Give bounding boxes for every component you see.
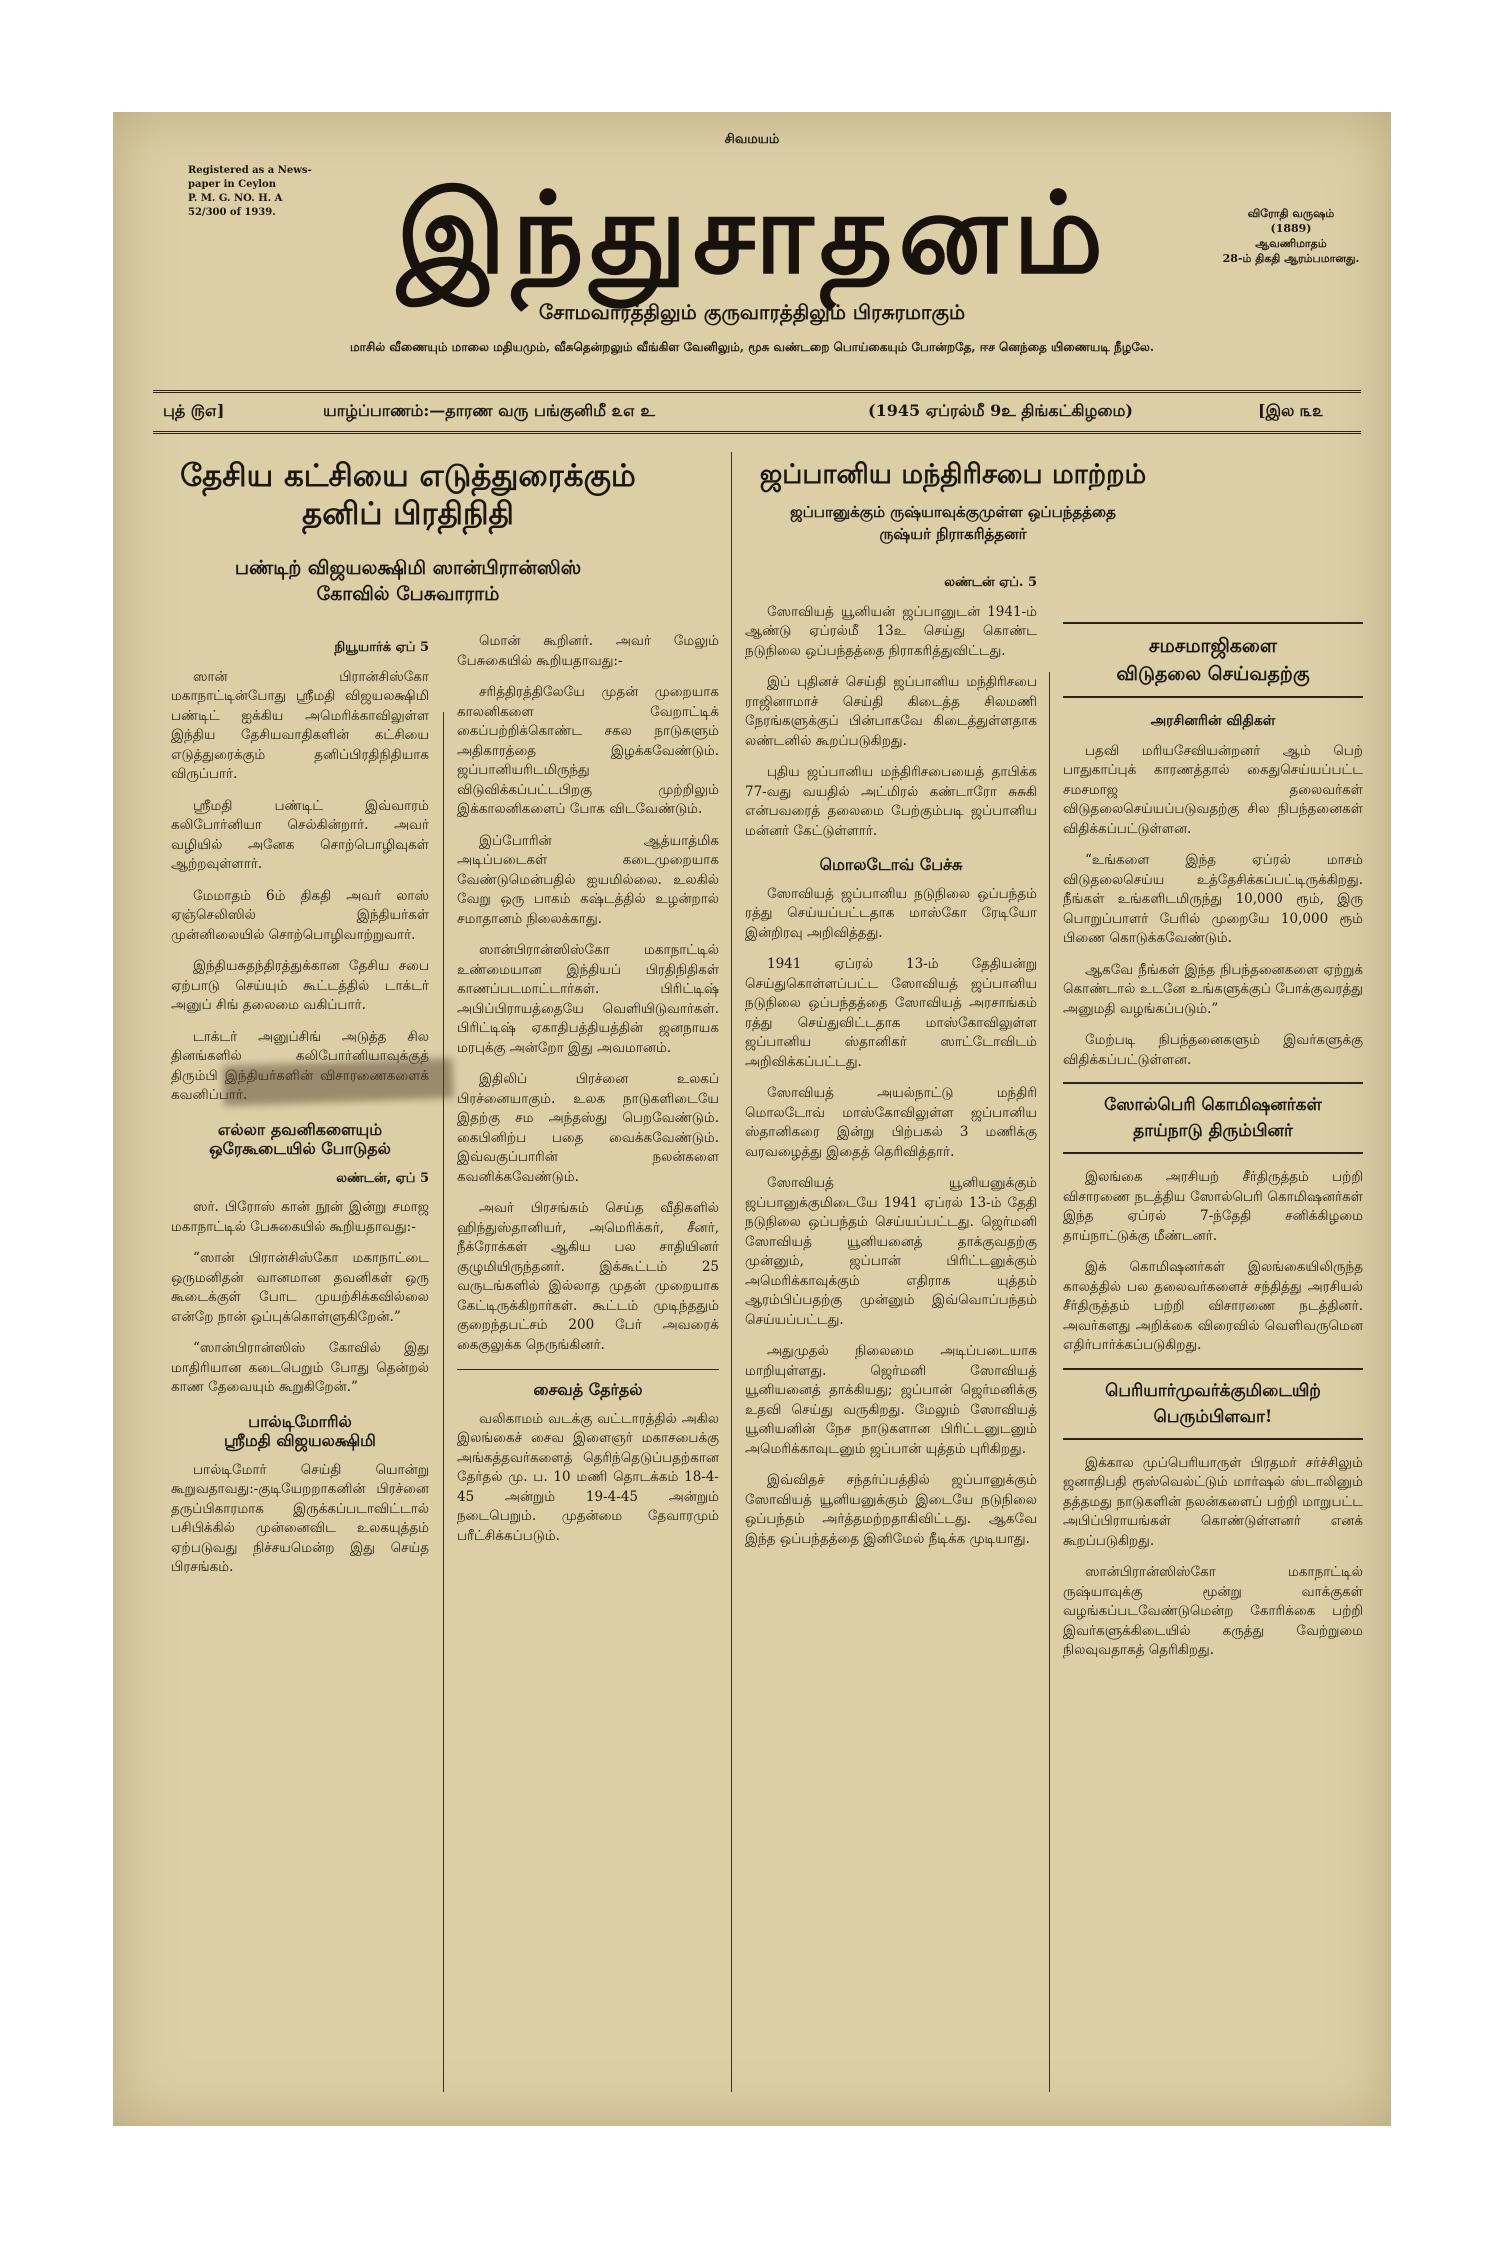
place-date: யாழ்ப்பாணம்:—தாரண வரு பங்குனிமீ ௨௭ உ — [323, 401, 656, 420]
paragraph: “உங்களை இந்த ஏப்ரல் மாசம் விடுதலைசெய்ய உத்தேசிக்கப்பட்டிருக்கிறது. நீங்கள் உங்களிடமிருந்து 10,000 ரூம், இரு பொறுப்பாளர் பேரில் முறையே 10,000 ரூம் பிணை கொடுக்கவேண்டும். — [1063, 852, 1363, 946]
paragraph: வலிகாமம் வடக்கு வட்டாரத்தில் அகில இலங்கைச் சைவ இளைஞர் மகாசபைக்கு அங்கத்தவர்களைத் தெரிந்தெடுப்பதற்கான தேர்தல் மு. ப. 10 மணி தொடக்கம் 18-4-45 அன்றும் 19-4-45 அன்றும் நடைபெறும். முதன்மை தேவாரமும் பரீட்சிக்கப்படும். — [457, 1410, 719, 1544]
paragraph: ஸோவியத் ஜப்பானிய நடுநிலை ஒப்பந்தம் ரத்து செய்யப்பட்டதாக மாஸ்கோ ரேடியோ இன்றிரவு அறிவித்தது. — [745, 885, 1037, 941]
box-headline-samasamaja: சமசமாஜிகளை விடுதலை செய்வதற்கு — [1063, 622, 1363, 698]
paragraph: இப் புதினச் செய்தி ஜப்பானிய மந்திரிசபை ராஜினாமாச் செய்தி கிடைத்த சிலமணி நேரங்களுக்குப் பின்பாகவே கிடைத்துள்ளதாக லண்டனில் கூறப்படுகிறது. — [745, 674, 1037, 749]
box-headline-big-three: பெரியார்முவர்க்குமிடையிற் பெரும்பிளவா! — [1063, 1368, 1363, 1440]
paragraph: டாக்டர் அனுப்சிங் அடுத்த சில தினங்களில் கலிபோர்னியாவுக்குத் திரும்பி இந்தியர்களின் விசாரணைகளைக் கவனிப்பார். — [171, 1028, 429, 1103]
registration-notice: Registered as a News- paper in Ceylon P. M. G. NO. H. A 52/300 of 1939. — [188, 165, 312, 218]
paragraph: இக் கொமிஷனர்கள் இலங்கையிலிருந்த காலத்தில் பல தலைவர்களைச் சந்தித்து அரசியல் சீர்திருத்தம் பற்றி விசாரணை நடத்தினர். அவர்களது அறிக்கை விரைவில் வெளிவருமென எதிர்பார்க்கப்படுகிறது. — [1063, 1259, 1363, 1353]
column-1 — [171, 632, 429, 2092]
dateline-london: லண்டன் ஏப். 5 — [944, 575, 1037, 590]
subheading-molotov: மொலடோவ் பேச்சு — [819, 855, 963, 874]
newspaper-page — [113, 112, 1391, 2126]
column-rule-1 — [443, 712, 444, 2092]
english-date: (1945 ஏப்ரல்மீ 9உ திங்கட்கிழமை) — [868, 401, 1133, 420]
box-headline-soulbury: ஸோல்பெரி கொமிஷனர்கள் தாய்நாடு திரும்பினர் — [1063, 1082, 1363, 1154]
paragraph: புதிய ஜப்பானிய மந்திரிசபையைத் தாபிக்க 77-வது வயதில் அட்மிரல் கண்டாரோ சுசுகி என்பவரைத் தலைமை பேற்கும்படி ஜப்பானிய மன்னர் கேட்டுள்ளார். — [745, 764, 1037, 839]
issue-number: [இல ௩௨ — [1258, 401, 1324, 420]
paragraph: இந்தியசுதந்திரத்துக்கான தேசிய சபை ஏற்பாடு செய்யும் கூட்டத்தில் டாக்டர் அனுப் சிங் தலைமை வகிப்பார். — [171, 958, 429, 1013]
dateline-london: லண்டன், ஏப் 5 — [336, 1170, 429, 1186]
devotional-tagline: மாசில் வீணையும் மாலை மதியமும், வீசுதென்றலும் வீங்கிள வேனிலும், மூசு வண்டறை பொய்கையும் போன்றதே, ஈச னெந்தை யிணையடி நீழலே. — [349, 340, 1155, 354]
paragraph: இக்கால முப்பெரியாருள் பிரதமர் சர்ச்சிலும் ஜனாதிபதி ரூஸ்வெல்ட்டும் மார்ஷல் ஸ்டாலினும் தத்தமது நாடுகளின் நலன்களைப் பற்றி மாறுபட்ட அபிப்பிராயங்கள் கொண்டுள்ளனர் எனக் கூறப்படுகிறது. — [1063, 1454, 1363, 1549]
paragraph: மொன் கூறினர். அவர் மேலும் பேசுகையில் கூறியதாவது:- — [457, 633, 719, 669]
publication-schedule: சோமவாரத்திலும் குருவாரத்திலும் பிரசுரமாகும் — [538, 300, 966, 324]
left-headline: தேசிய கட்சியை எடுத்துரைக்கும் தனிப் பிரதிநிதி பண்டிற் விஜயலக்ஷிமி ஸான்பிரான்ஸிஸ் கோவில் பேசுவாராம் — [180, 458, 636, 605]
column-2 — [457, 632, 719, 2092]
dateline-newyork: நியூயார்க் ஏப் 5 — [334, 640, 429, 655]
paragraph: ஸ்ரீமதி பண்டிட் இவ்வாரம் கலிபோர்னியா செல்கின்றார். அவர் வழியில் அனேக சொற்பொழிவுகள் ஆற்றவுள்ளார். — [171, 797, 429, 872]
masthead — [113, 112, 1391, 377]
dateline-bar — [153, 390, 1361, 434]
column-rule-2 — [731, 452, 732, 2092]
paragraph: ஸோவியத் யூனியனுக்கும் ஜப்பானுக்குமிடையே 1941 ஏப்ரல் 13-ம் தேதி நடுநிலை ஒப்பந்தம் செய்யப்பட்டது. ஜெர்மனி ஸோவியத் யூனியனைத் தாக்குவதற்கு முன்னும், ஜப்பான் பிரிட்டனுக்கும் அமெரிக்காவுக்கும் எதிராக யுத்தம் ஆரம்பிப்பதற்கு முன்னும் இவ்வொப்பந்தம் செய்யப்பட்டது. — [745, 1175, 1037, 1328]
column-3 — [745, 567, 1037, 2092]
center-headline: ஜப்பானிய மந்திரிசபை மாற்றம் ஜப்பானுக்கும் ருஷ்யாவுக்குமுள்ள ஒப்பந்தத்தை ருஷ்யர் நிராகரித்தனர் — [759, 459, 1147, 543]
paragraph: “ஸான்பிரான்ஸிஸ் கோவில் இது மாதிரியான கடைபெறும் போது தென்றல் காண தேவையும் கூறுகிறேன்.” — [171, 1340, 429, 1395]
paragraph: ஸான்பிரான்ஸிஸ்கோ மகாநாட்டில் ருஷ்யாவுக்கு மூன்று வாக்குகள் வழங்கப்படவேண்டுமென்ற கோரிக்கை பற்றி இவர்களுக்கிடையில் கருத்து வேற்றுமை நிலவுவதாகத் தெரிகிறது. — [1063, 1564, 1363, 1658]
paragraph: பால்டிமோர் செய்தி யொன்று கூறுவதாவது:-குடியேறறாகனின் பிரச்னை தருப்பிகாரமாக இருக்கப்படாவிட்டால் பசிபிக்கில் முன்னைவிட உலகயுத்தம் ஏற்படுவது நிச்சயமென்ற இது செய்த பிரசங்கம். — [171, 1461, 429, 1575]
paragraph: இதிலிப் பிரச்னை உலகப் பிரச்னையாகும். உலக நாடுகளிடையே இதற்கு சம அந்தஸ்து பெறவேண்டும். கைபினிற்ப பதை வைக்கவேண்டும். இவ்வகுப்பாரின் நலன்களை கவனிக்கவேண்டும். — [457, 1071, 719, 1185]
subheading-saiva-election: சைவத் தேர்தல் — [457, 1369, 719, 1400]
paragraph: மேற்படி நிபந்தனைகளும் இவர்களுக்கு விதிக்கப்பட்டுள்ளன. — [1063, 1032, 1363, 1068]
subheading-conditions: அரசினரின் விதிகள் — [1150, 713, 1276, 729]
paragraph: அதுமுதல் நிலைமை அடிப்படையாக மாறியுள்ளது. ஜெர்மனி ஸோவியத் யூனியனைத் தாக்கியது; ஜப்பான் ஜெர்மனிக்கு உதவி செய்து வருகிறது. மேலும் ஸோவியத் யூனியனின் நேச நாடுகளான பிரிட்டனுடனும் அமெரிக்காவுடனும் ஜப்பான் யுத்தம் புரிகிறது. — [745, 1343, 1037, 1457]
paragraph: ஸான் பிரான்சிஸ்கோ மகாநாட்டின்போது ஸ்ரீமதி விஜயலக்ஷிமி பண்டிட் ஐக்கிய அமெரிக்காவிலுள்ள இந்திய தேசியவாதிகளின் கட்சியை எடுத்துரைக்கும் தனிப்பிரதிநிதியாக விருப்பார். — [171, 668, 429, 782]
subheading: எல்லா தவனிகளையும் ஒரேகூடையில் போடுதல் — [209, 1119, 391, 1158]
column-4 — [1063, 612, 1363, 2092]
sivamayam-label: சிவமயம் — [724, 132, 780, 147]
newspaper-title: இந்துசாதனம் — [396, 168, 1110, 299]
paper-damage-stain — [222, 1058, 453, 1106]
paragraph: “ஸான் பிரான்சிஸ்கோ மகாநாட்டை ஒருமனிதன் வானமான தவனிகள் ஒரு கூடைக்குள் போட முயற்சிக்கவில்லை என்றே நான் ஒப்புக்கொள்ளுகிறேன்.” — [171, 1250, 429, 1325]
paragraph: ஸோவியத் அயல்நாட்டு மந்திரி மொலடோவ் மாஸ்கோவிலுள்ள ஜப்பானிய ஸ்தானிகரை இன்று பிற்பகல் 3 மணிக்கு வரவழைத்து இதைத் தெரிவித்தார். — [745, 1085, 1037, 1160]
paragraph: ஆகவே நீங்கள் இந்த நிபந்தனைகளை ஏற்றுக் கொண்டால் உடனே உங்களுக்குப் போக்குவரத்து அனுமதி வழங்கப்படும்.” — [1063, 961, 1363, 1017]
paragraph: இவ்விதச் சந்தர்ப்பத்தில் ஜப்பானுக்கும் ஸோவியத் யூனியனுக்கும் இடையே நடுநிலை ஒப்பந்தம் அர்த்தமற்றதாகிவிட்டது. ஆகவே இந்த ஒப்பந்தத்தை இனிமேல் நீடிக்க முடியாது. — [745, 1472, 1037, 1547]
paragraph: இலங்கை அரசியற் சீர்திருத்தம் பற்றி விசாரணை நடத்திய ஸோல்பெரி கொமிஷனர்கள் இந்த ஏப்ரல் 7-ந்தேதி சனிக்கிழமை தாய்நாட்டுக்கு மீண்டனர். — [1063, 1169, 1363, 1244]
paragraph: அவர் பிரசங்கம் செய்த வீதிகளில் ஹிந்துஸ்தானியர், அமெரிக்கர், சீனர், நீக்ரோக்கள் ஆகிய பல சாதியினர் குழுமியிருந்தனர். இக்கூட்டம் 25 வருடங்களில் இல்லாத முதன் முறையாக கேட்டிருக்கிறார்கள். கூட்டம் முடிந்ததும் குறைந்தபட்சம் 200 பேர் அவரைக் கைகுலுக்க நெருங்கினர். — [457, 1200, 719, 1353]
established-notice: விரோதி வருஷம் (1889) ஆவணிமாதம் 28-ம் திகதி ஆரம்பமானது. — [1222, 207, 1360, 265]
paragraph: சரித்திரத்திலேயே முதன் முறையாக காலனிகளை வேறாட்டிக் கைப்பற்றிக்கொண்ட சகல நாடுகளும் அதிகாரத்தை இழக்கவேண்டும். ஜப்பானியரிடமிருந்து விடுவிக்கப்பட்டபிறகு முற்றிலும் இக்காலனிகளைப் போக விடவேண்டும். — [457, 684, 719, 817]
paragraph: இப்போரின் ஆத்யாத்மிக அடிப்படைகள் கடைமுறையாக வேண்டுமென்பதில் ஐயமில்லை. உலகில் வேறு ஒரு பாகம் கஷ்டத்தில் உழன்றால் சமாதானம் நிலைக்காது. — [457, 832, 719, 927]
paragraph: 1941 ஏப்ரல் 13-ம் தேதியன்று செய்துகொள்ளப்பட்ட ஸோவியத் ஜப்பானிய நடுநிலை ஒப்பந்தத்தை ஸோவியத் அரசாங்கம் ரத்து செய்துவிட்டதாக மாஸ்கோவிலுள்ள ஜப்பானிய ஸ்தானிகர் ஸாட்டோவிடம் அறிவிக்கப்பட்டது. — [745, 956, 1037, 1070]
subheading: பால்டிமோரில் ஸ்ரீமதி விஜயலக்ஷிமி — [224, 1411, 376, 1450]
volume-label: புத் ௫௭] — [163, 401, 225, 420]
paragraph: ஸோவியத் யூனியன் ஜப்பானுடன் 1941-ம் ஆண்டு ஏப்ரல்மீ 13உ செய்து கொண்ட நடுநிலை ஒப்பந்தத்தை நிராகரித்துவிட்டது. — [745, 603, 1037, 659]
paragraph: ஸான்பிரான்ஸிஸ்கோ மகாநாட்டில் உண்மையான இந்தியப் பிரதிநிதிகள் காணப்படமாட்டார்கள். பிரிட்டிஷ் அபிப்பிராயத்தையே வெளியிடுவார்கள். பிரிட்டிஷ் ஏகாதிபத்தியத்தின் ஜனநாயக மரபுக்கு அன்றோ இது அவமானம். — [457, 942, 719, 1056]
paragraph: பதவி மரியசேவியன்றனர் ஆம் பெற் பாதுகாப்புக் காரணத்தால் கைதுசெய்யப்பட்ட சமசமாஜ தலைவர்கள் விடுதலைசெய்யப்படுவதற்கு சில நிபந்தனைகள் விதிக்கப்பட்டுள்ளன. — [1063, 742, 1363, 837]
column-rule-3 — [1049, 672, 1050, 2092]
paragraph: ஸர். பிரோஸ் கான் நூன் இன்று சமாஜ மகாநாட்டில் பேசுகையில் கூறியதாவது:- — [171, 1199, 429, 1235]
paragraph: மேமாதம் 6ம் திகதி அவர் லாஸ் ஏஞ்செலிஸில் இந்தியர்கள் முன்னிலையில் சொற்பொழிவாற்றுவார். — [171, 887, 429, 943]
